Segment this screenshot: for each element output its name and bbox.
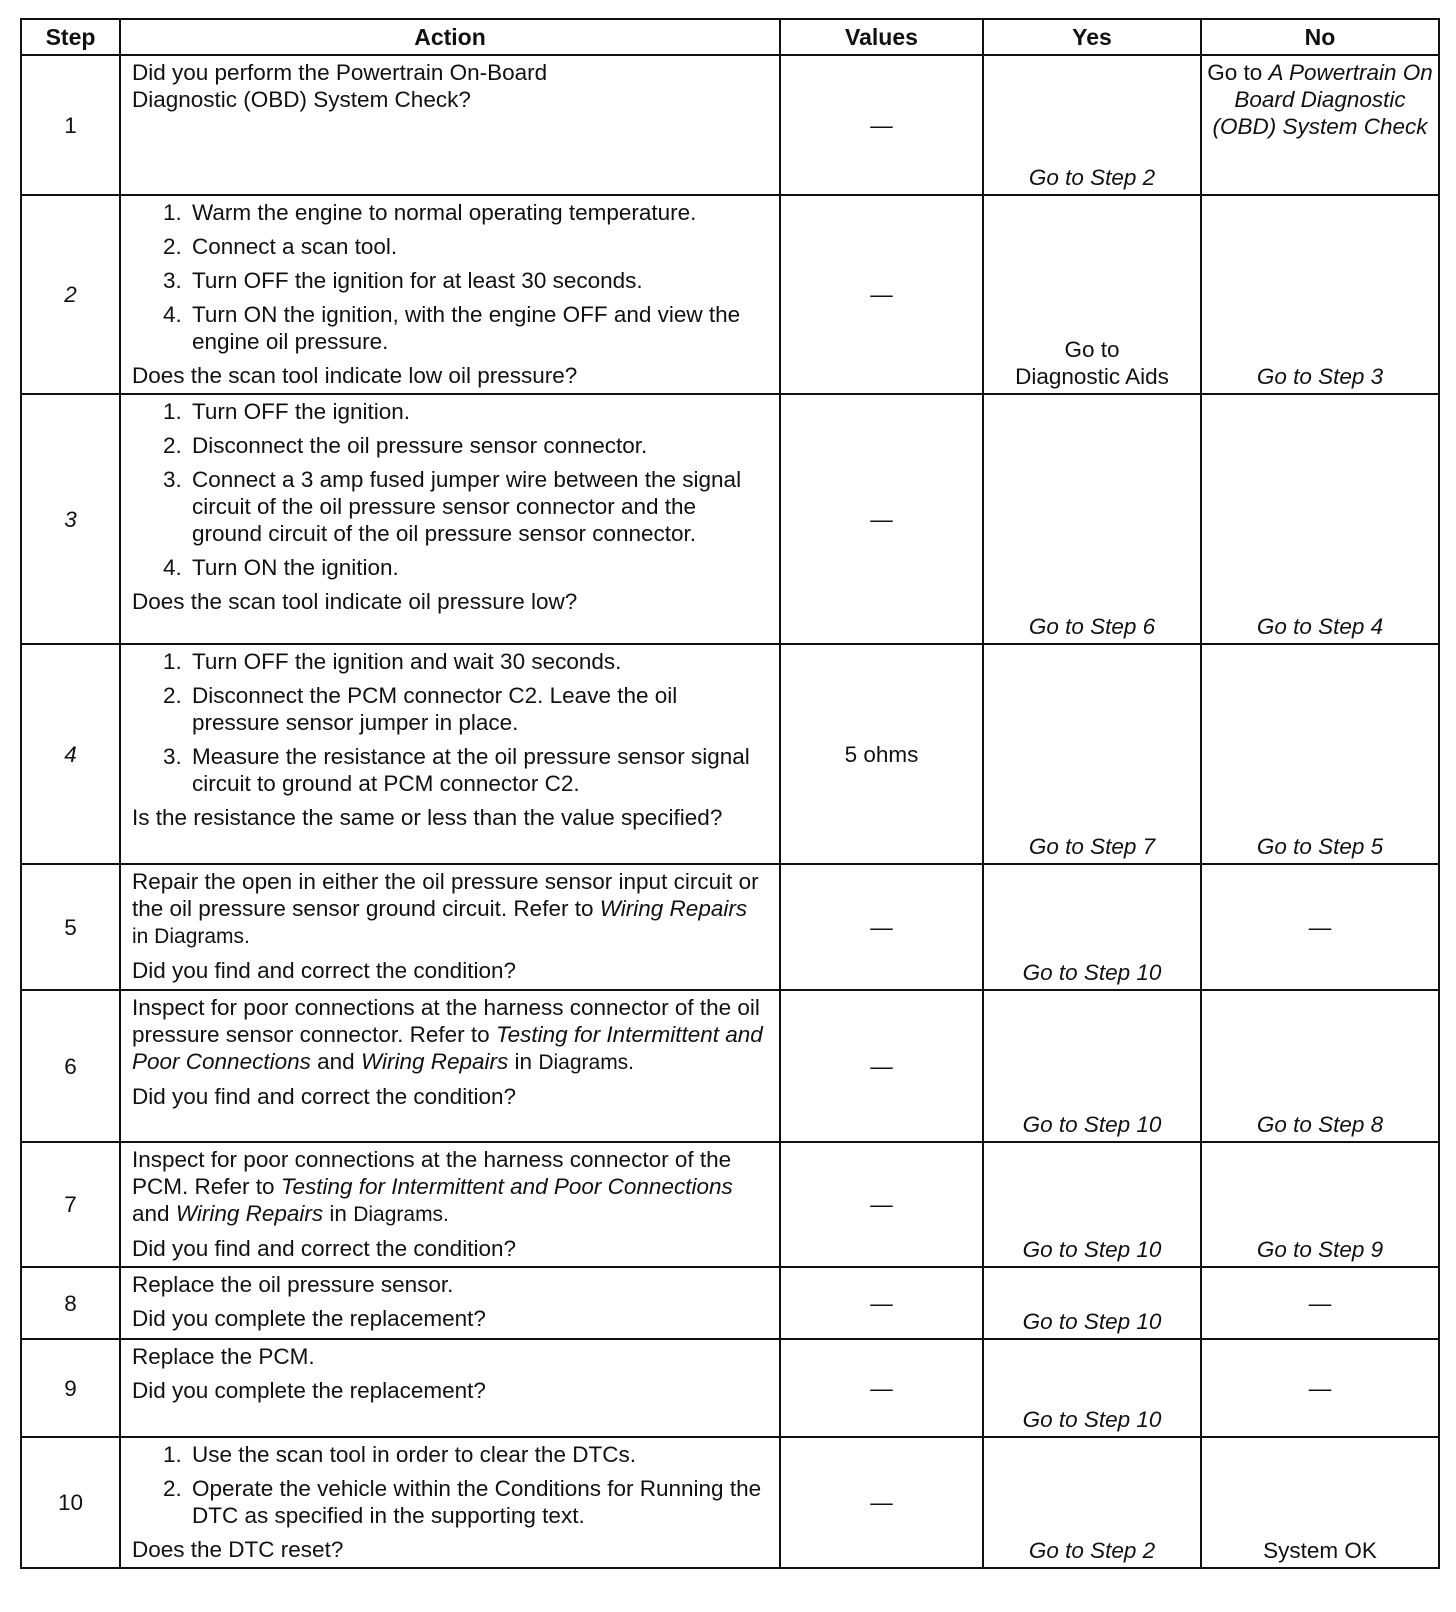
no-cell: — bbox=[1201, 1339, 1439, 1437]
action-cell bbox=[120, 1437, 780, 1568]
action-step: 3. Turn OFF the ignition for at least 30 seconds. bbox=[188, 267, 769, 294]
ref-testing-intermittent[interactable]: Testing for Intermittent and Poor Connections bbox=[132, 1022, 763, 1074]
action-cell bbox=[120, 1339, 780, 1437]
table-row bbox=[21, 1267, 1439, 1339]
table-row bbox=[21, 1339, 1439, 1437]
header-action: Action bbox=[120, 19, 780, 55]
action-question: Did you perform the Powertrain On-Board Diagnostic (OBD) System Check? bbox=[132, 60, 548, 112]
action-text: in Diagrams. bbox=[132, 925, 250, 948]
step-number: 9 bbox=[21, 1339, 120, 1437]
no-cell: Go to Step 3 bbox=[1201, 195, 1439, 394]
no-cell: Go to Step 9 bbox=[1201, 1142, 1439, 1267]
yes-cell: Go to Step 10 bbox=[983, 990, 1201, 1142]
action-cell bbox=[120, 990, 780, 1142]
action-step: 2. Disconnect the oil pressure sensor connector. bbox=[188, 432, 769, 459]
table-row bbox=[21, 990, 1439, 1142]
header-yes: Yes bbox=[983, 19, 1201, 55]
action-text: Inspect for poor connections at the harness connector of the oil pressure sensor connector. Refer to bbox=[132, 995, 760, 1047]
yes-go-to: Go to bbox=[1064, 337, 1120, 362]
action-cell bbox=[120, 394, 780, 644]
action-paragraph: Replace the oil pressure sensor. bbox=[132, 1272, 454, 1297]
action-text: Repair the open in either the oil pressure sensor input circuit or the oil pressure sensor ground circuit. Refer to bbox=[132, 869, 759, 921]
ref-wiring-repairs[interactable]: Wiring Repairs bbox=[360, 1049, 509, 1074]
action-steps bbox=[132, 398, 769, 581]
table-row bbox=[21, 1142, 1439, 1267]
no-cell: Go to Step 8 bbox=[1201, 990, 1439, 1142]
action-step: 1. Turn OFF the ignition and wait 30 seconds. bbox=[188, 648, 769, 675]
no-cell: — bbox=[1201, 1267, 1439, 1339]
table-row bbox=[21, 55, 1439, 195]
action-step: 4. Turn ON the ignition, with the engine OFF and view the engine oil pressure. bbox=[188, 301, 769, 355]
action-paragraph bbox=[132, 1146, 769, 1228]
no-cell: Go to Step 5 bbox=[1201, 644, 1439, 864]
action-text: Diagrams. bbox=[353, 1203, 449, 1226]
action-text: in bbox=[514, 1049, 533, 1074]
yes-cell: Go to Step 10 bbox=[983, 1339, 1201, 1437]
yes-cell bbox=[983, 195, 1201, 394]
value-cell: 5 ohms bbox=[780, 644, 983, 864]
table-row bbox=[21, 394, 1439, 644]
value-cell: — bbox=[780, 864, 983, 990]
step-number: 3 bbox=[21, 394, 120, 644]
value-cell: — bbox=[780, 1142, 983, 1267]
action-text: and bbox=[132, 1201, 170, 1226]
step-number: 8 bbox=[21, 1267, 120, 1339]
action-cell bbox=[120, 864, 780, 990]
ref-wiring-repairs[interactable]: Wiring Repairs bbox=[599, 896, 748, 921]
header-no: No bbox=[1201, 19, 1439, 55]
action-cell bbox=[120, 1267, 780, 1339]
action-cell bbox=[120, 644, 780, 864]
yes-cell: Go to Step 10 bbox=[983, 1267, 1201, 1339]
value-cell: — bbox=[780, 1339, 983, 1437]
action-paragraph bbox=[132, 868, 769, 950]
action-paragraph bbox=[132, 994, 769, 1076]
yes-cell: Go to Step 7 bbox=[983, 644, 1201, 864]
action-question: Did you complete the replacement? bbox=[132, 1306, 486, 1331]
yes-cell: Go to Step 10 bbox=[983, 1142, 1201, 1267]
step-number: 7 bbox=[21, 1142, 120, 1267]
value-cell: — bbox=[780, 394, 983, 644]
step-number: 5 bbox=[21, 864, 120, 990]
action-question: Is the resistance the same or less than the value specified? bbox=[132, 805, 723, 830]
action-step: 3. Measure the resistance at the oil pressure sensor signal circuit to ground at PCM connector C2. bbox=[188, 743, 769, 797]
action-steps bbox=[132, 1441, 769, 1529]
step-number: 1 bbox=[21, 55, 120, 195]
action-step: 1. Use the scan tool in order to clear the DTCs. bbox=[188, 1441, 769, 1468]
no-cell bbox=[1201, 55, 1439, 195]
ref-wiring-repairs[interactable]: Wiring Repairs bbox=[175, 1201, 324, 1226]
action-steps bbox=[132, 199, 769, 355]
table-row bbox=[21, 864, 1439, 990]
yes-cell: Go to Step 2 bbox=[983, 1437, 1201, 1568]
action-question: Did you find and correct the condition? bbox=[132, 958, 516, 983]
no-cell: System OK bbox=[1201, 1437, 1439, 1568]
header-values: Values bbox=[780, 19, 983, 55]
step-number: 6 bbox=[21, 990, 120, 1142]
action-text: Inspect for poor connections at the harness connector of the PCM. Refer to bbox=[132, 1147, 732, 1199]
step-number: 4 bbox=[21, 644, 120, 864]
no-go-to: Go to bbox=[1207, 60, 1263, 85]
action-steps bbox=[132, 648, 769, 797]
action-question: Does the DTC reset? bbox=[132, 1537, 344, 1562]
step-number: 10 bbox=[21, 1437, 120, 1568]
no-link-obd-check[interactable]: A Powertrain On Board Diagnostic (OBD) System Check bbox=[1212, 60, 1433, 139]
table-row bbox=[21, 1437, 1439, 1568]
diagnostic-table bbox=[20, 18, 1440, 1569]
ref-testing-intermittent[interactable]: Testing for Intermittent and Poor Connections bbox=[280, 1174, 733, 1199]
action-cell bbox=[120, 195, 780, 394]
table-row bbox=[21, 195, 1439, 394]
action-text: and bbox=[317, 1049, 355, 1074]
action-step: 4. Turn ON the ignition. bbox=[188, 554, 769, 581]
step-number: 2 bbox=[21, 195, 120, 394]
action-question: Did you find and correct the condition? bbox=[132, 1084, 516, 1109]
value-cell: — bbox=[780, 1267, 983, 1339]
action-paragraph: Replace the PCM. bbox=[132, 1344, 315, 1369]
table-row bbox=[21, 644, 1439, 864]
value-cell: — bbox=[780, 990, 983, 1142]
yes-cell: Go to Step 10 bbox=[983, 864, 1201, 990]
action-question: Does the scan tool indicate low oil pressure? bbox=[132, 363, 578, 388]
action-question: Does the scan tool indicate oil pressure low? bbox=[132, 589, 578, 614]
action-cell bbox=[120, 55, 780, 195]
action-step: 3. Connect a 3 amp fused jumper wire between the signal circuit of the oil pressure sensor connector and the ground circuit of the oil pressure sensor connector. bbox=[188, 466, 769, 547]
value-cell: — bbox=[780, 55, 983, 195]
yes-link-diagnostic-aids[interactable]: Diagnostic Aids bbox=[1015, 364, 1169, 389]
no-cell: — bbox=[1201, 864, 1439, 990]
action-step: 1. Turn OFF the ignition. bbox=[188, 398, 769, 425]
header-row bbox=[21, 19, 1439, 55]
header-step: Step bbox=[21, 19, 120, 55]
action-question: Did you complete the replacement? bbox=[132, 1378, 486, 1403]
action-step: 1. Warm the engine to normal operating temperature. bbox=[188, 199, 769, 226]
action-cell bbox=[120, 1142, 780, 1267]
action-question: Did you find and correct the condition? bbox=[132, 1236, 516, 1261]
value-cell: — bbox=[780, 195, 983, 394]
action-text: Diagrams. bbox=[538, 1051, 635, 1074]
value-cell: — bbox=[780, 1437, 983, 1568]
yes-cell: Go to Step 6 bbox=[983, 394, 1201, 644]
yes-cell: Go to Step 2 bbox=[983, 55, 1201, 195]
action-step: 2. Disconnect the PCM connector C2. Leave the oil pressure sensor jumper in place. bbox=[188, 682, 769, 736]
no-cell: Go to Step 4 bbox=[1201, 394, 1439, 644]
action-step: 2. Operate the vehicle within the Conditions for Running the DTC as specified in the supporting text. bbox=[188, 1475, 769, 1529]
action-text: in bbox=[329, 1201, 347, 1226]
action-step: 2. Connect a scan tool. bbox=[188, 233, 769, 260]
